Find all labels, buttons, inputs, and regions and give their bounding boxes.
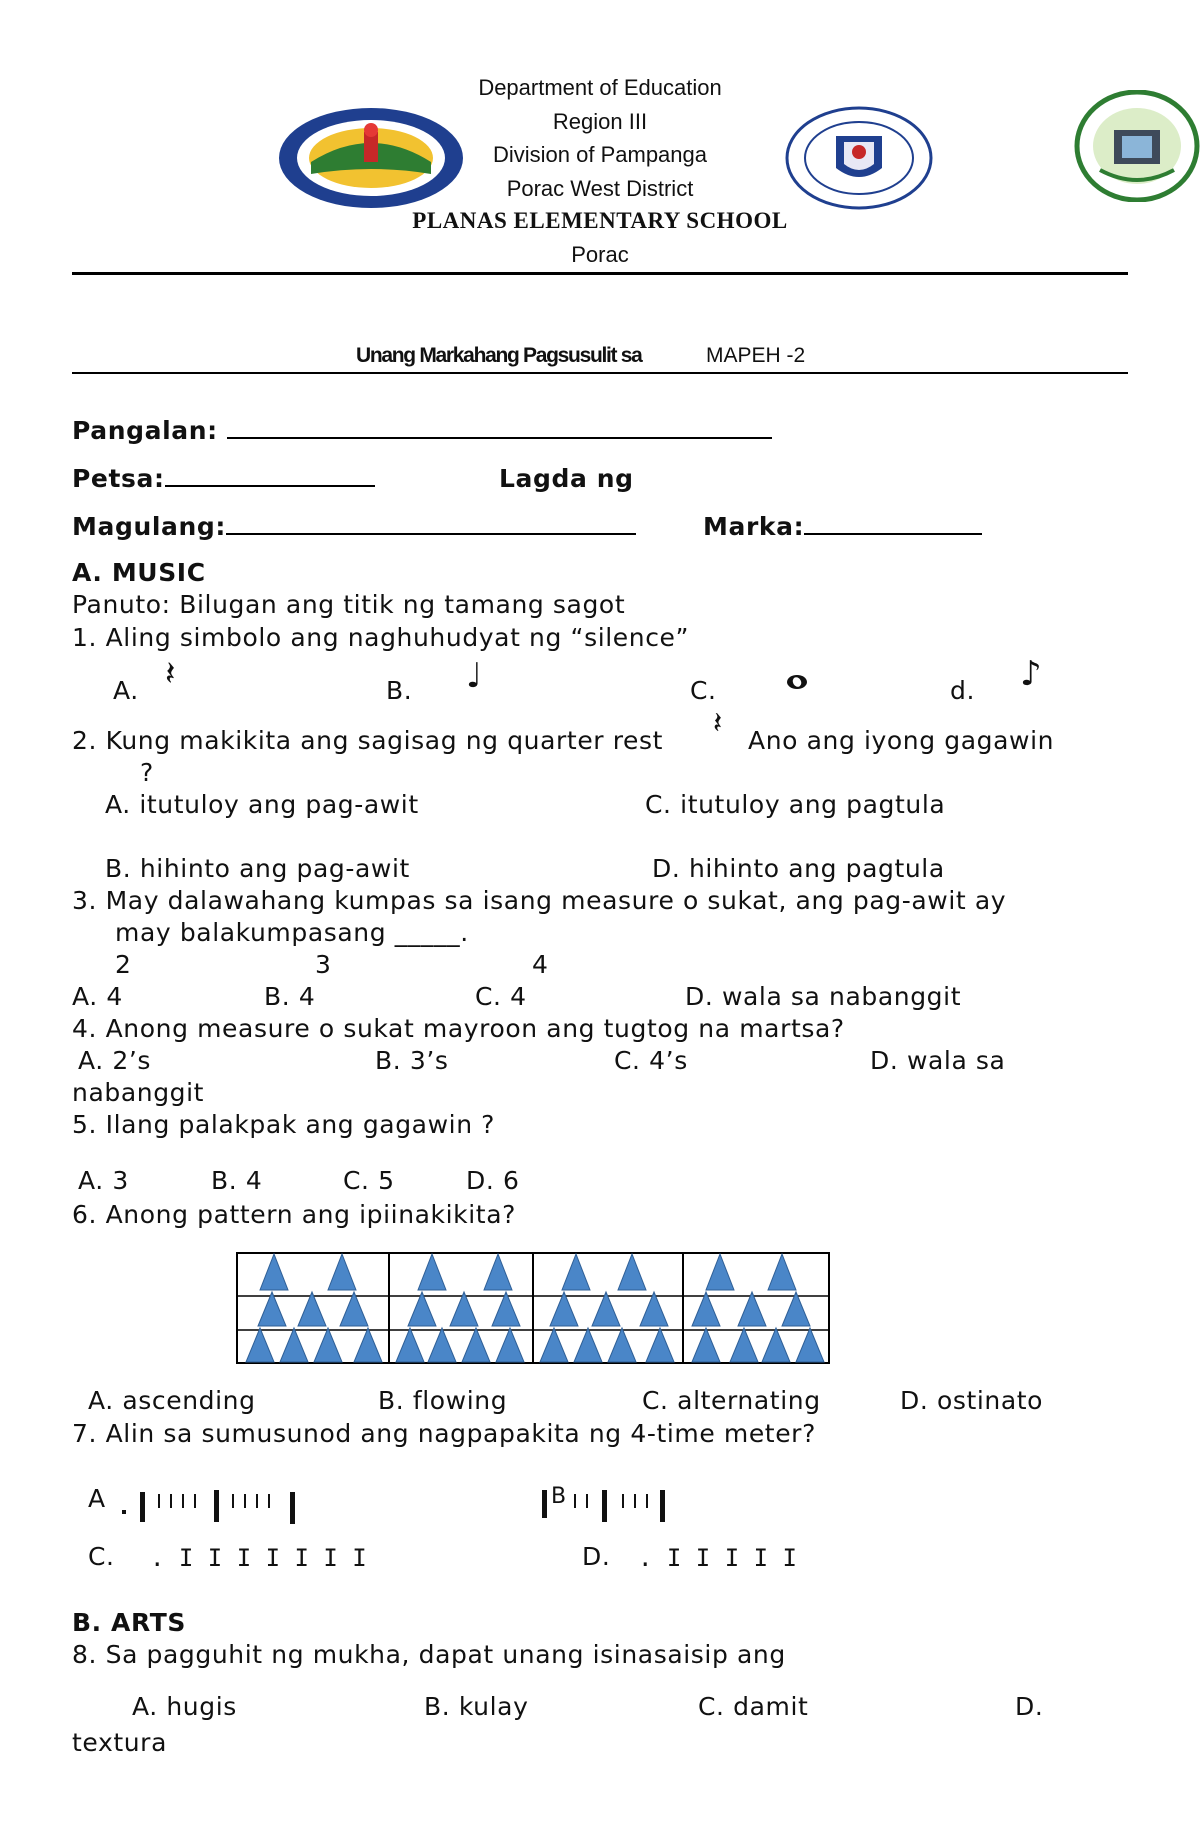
q3-text: 3. May dalawahang kumpas sa isang measure o sukat, ang pag-awit ay [72, 886, 1007, 915]
q1-option-b[interactable]: B. [386, 676, 413, 705]
q1-option-c[interactable]: C. [690, 676, 717, 705]
deped-seal-logo [784, 106, 934, 210]
q7-option-d[interactable]: D. [582, 1542, 611, 1571]
q8-option-d-cont: textura [72, 1728, 167, 1757]
q1-text: 1. Aling simbolo ang naghuhudyat ng “silence” [72, 623, 690, 652]
q7-option-b[interactable]: B [551, 1484, 567, 1509]
q7-option-c[interactable]: C. [88, 1542, 115, 1571]
parent-label-top: Lagda ng [499, 464, 634, 493]
q7-text: 7. Alin sa sumusunod ang nagpapakita ng 4-time meter? [72, 1419, 816, 1448]
q4-option-d-cont: nabanggit [72, 1078, 205, 1107]
q4-text: 4. Anong measure o sukat mayroon ang tugtog na martsa? [72, 1014, 845, 1043]
score-field[interactable] [703, 512, 982, 541]
school-name: PLANAS ELEMENTARY SCHOOL [412, 208, 788, 233]
q3-option-a[interactable]: A. 4 [72, 982, 123, 1011]
q4-option-d[interactable]: D. wala sa [870, 1046, 1006, 1075]
q3-option-c[interactable]: C. 4 [475, 982, 527, 1011]
q3-meter-c-bottom: 4 [532, 950, 549, 979]
q2-option-b[interactable]: B. hihinto ang pag-awit [105, 854, 410, 883]
arts-heading: B. ARTS [72, 1608, 186, 1637]
music-heading: A. MUSIC [72, 558, 206, 587]
q2-option-a[interactable]: A. itutuloy ang pag-awit [105, 790, 419, 819]
q3-text-cont: may balakumpasang _____. [115, 918, 469, 947]
q1-option-a[interactable]: A. [113, 676, 139, 705]
q2-text-cont: Ano ang iyong gagawin [748, 726, 1055, 755]
score-blank[interactable] [804, 533, 982, 535]
header-divider [72, 272, 1128, 275]
q3-option-d[interactable]: D. wala sa nabanggit [685, 982, 962, 1011]
q5-option-c[interactable]: C. 5 [343, 1166, 395, 1195]
exam-title: Unang Markahang Pagsusulit sa [356, 344, 642, 367]
q7-option-c-bars: . I I I I I I I [150, 1544, 367, 1572]
parent-signature-blank[interactable] [226, 533, 636, 535]
q6-option-b[interactable]: B. flowing [378, 1386, 508, 1415]
q8-option-c[interactable]: C. damit [698, 1692, 809, 1721]
q6-option-a[interactable]: A. ascending [88, 1386, 256, 1415]
music-instruction: Panuto: Bilugan ang titik ng tamang sagot [72, 590, 626, 619]
q7-option-a[interactable]: A [88, 1484, 106, 1513]
q3-meter-b-bottom: 3 [315, 950, 332, 979]
date-field[interactable] [72, 464, 375, 493]
q4-option-b[interactable]: B. 3’s [375, 1046, 449, 1075]
q6-option-d[interactable]: D. ostinato [900, 1386, 1044, 1415]
q6-option-c[interactable]: C. alternating [642, 1386, 821, 1415]
q7-option-d-bars: . I I I I I [638, 1544, 797, 1572]
q4-option-c[interactable]: C. 4’s [614, 1046, 688, 1075]
name-blank[interactable] [227, 437, 772, 439]
header-district: Porac West District [506, 176, 694, 201]
q3-option-b[interactable]: B. 4 [264, 982, 316, 1011]
name-label: Pangalan: [72, 416, 218, 445]
q8-option-a[interactable]: A. hugis [132, 1692, 237, 1721]
quarter-rest-icon: 𝄽 [165, 654, 176, 694]
header-region: Region III [552, 109, 648, 134]
q3-meter-a-bottom: 2 [115, 950, 132, 979]
q5-text: 5. Ilang palakpak ang gagawin ? [72, 1110, 496, 1139]
q2-option-c[interactable]: C. itutuloy ang pagtula [645, 790, 946, 819]
date-label: Petsa: [72, 464, 165, 493]
parent-label: Magulang: [72, 512, 226, 541]
header-town: Porac [571, 242, 629, 267]
title-underline [72, 372, 1128, 374]
score-label: Marka: [703, 512, 805, 541]
header-department: Department of Education [478, 75, 722, 100]
eighth-note-icon: ♪ [1020, 654, 1042, 694]
date-blank[interactable] [165, 485, 375, 487]
q5-option-b[interactable]: B. 4 [211, 1166, 263, 1195]
q6-text: 6. Anong pattern ang ipiinakikita? [72, 1200, 516, 1229]
q8-option-b[interactable]: B. kulay [424, 1692, 529, 1721]
q8-option-d[interactable]: D. [1015, 1692, 1044, 1721]
q5-option-a[interactable]: A. 3 [78, 1166, 129, 1195]
triangle-pattern-grid [236, 1252, 830, 1364]
name-field[interactable] [72, 416, 772, 445]
q5-option-d[interactable]: D. 6 [466, 1166, 520, 1195]
whole-note-icon [785, 673, 809, 691]
parent-signature-field[interactable] [72, 512, 636, 541]
q8-text: 8. Sa pagguhit ng mukha, dapat unang isinasaisip ang [72, 1640, 786, 1669]
q4-option-a[interactable]: A. 2’s [78, 1046, 152, 1075]
school-logo-right [1074, 90, 1200, 202]
q2-text: 2. Kung makikita ang sagisag ng quarter rest [72, 726, 664, 755]
quarter-note-icon: ♩ [466, 656, 483, 696]
q2-text-end: ? [140, 758, 154, 787]
q2-option-d[interactable]: D. hihinto ang pagtula [652, 854, 945, 883]
q7-option-a-bar-pattern [118, 1484, 304, 1528]
quarter-rest-icon: 𝄽 [713, 706, 723, 741]
q1-option-d[interactable]: d. [950, 676, 976, 705]
header-division: Division of Pampanga [492, 142, 707, 167]
exam-subject: MAPEH -2 [706, 344, 806, 367]
